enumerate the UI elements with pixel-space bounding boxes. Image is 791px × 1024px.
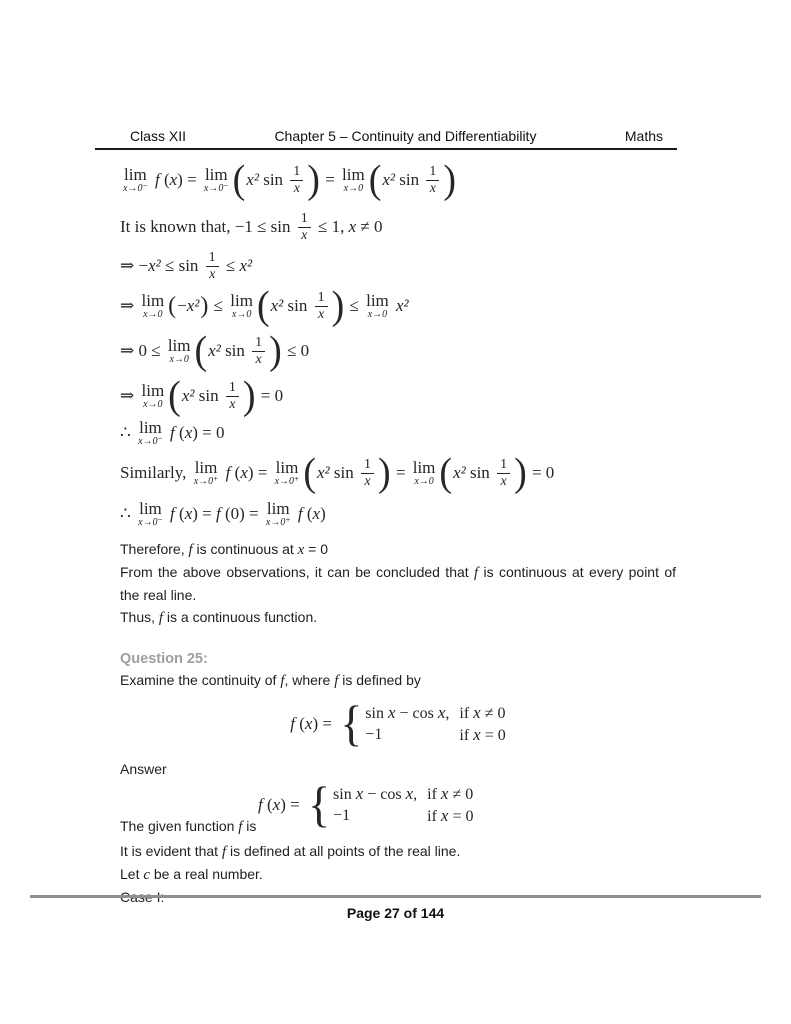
- math-token: sin: [465, 463, 495, 482]
- math-token: f: [170, 423, 175, 442]
- math-token: x: [298, 227, 311, 244]
- math-token: sin: [220, 341, 250, 360]
- math-token: 1: [500, 456, 508, 472]
- math-var: f: [158, 610, 164, 626]
- equation-limits-equal: [120, 498, 676, 530]
- math-token: x: [252, 351, 265, 368]
- math-token: (0) =: [220, 504, 263, 523]
- math-token: [226, 380, 239, 413]
- math-token: if x = 0: [427, 806, 474, 825]
- math-token: [141, 290, 165, 320]
- math-token: ): [331, 283, 345, 329]
- math-token: ∴: [120, 423, 136, 442]
- math-token: [265, 498, 291, 528]
- math-token: x²: [239, 256, 253, 275]
- math-token: {: [307, 776, 331, 832]
- math-token: {: [340, 695, 363, 751]
- math-token: (: [230, 463, 241, 482]
- math-token: x: [184, 504, 193, 523]
- math-token: if x ≠ 0: [459, 703, 506, 722]
- page-number: Page 27 of 144: [346, 905, 445, 921]
- math-token: [123, 164, 148, 194]
- paragraph-evident: It is evident that f is defined at all points of the real line.: [120, 843, 461, 860]
- math-token: ≠ 0: [356, 217, 383, 236]
- math-token: ≤: [209, 296, 228, 315]
- math-token: ): [443, 157, 457, 203]
- math-token: [138, 417, 163, 447]
- math-token: ⇒: [120, 296, 139, 315]
- math-token: ) =: [280, 795, 304, 814]
- math-token: (: [303, 450, 316, 496]
- math-token: ): [514, 450, 527, 496]
- math-token: x²: [181, 386, 195, 405]
- math-token: 1: [317, 289, 325, 305]
- equation-limit-inequality: [120, 284, 676, 328]
- equation-left-limit-zero: [120, 418, 676, 448]
- paragraph-observations: From the above observations, it can be concluded that f is continuous at every point of the real line.: [120, 564, 677, 603]
- math-token: sin: [329, 463, 358, 482]
- math-token: [426, 164, 439, 197]
- math-token: 1: [228, 379, 236, 395]
- question-heading: Question 25:: [120, 651, 208, 667]
- math-token: [342, 164, 365, 194]
- math-token: f: [225, 463, 231, 482]
- math-var: c: [143, 867, 150, 883]
- math-token: sin: [194, 386, 223, 405]
- math-token: x²: [396, 296, 409, 315]
- math-token: 1: [255, 334, 263, 350]
- math-token: (: [256, 283, 270, 329]
- math-token: sin: [258, 170, 288, 189]
- math-token: lim: [167, 335, 191, 355]
- math-token: (: [174, 423, 185, 442]
- math-token: [315, 290, 328, 323]
- math-token: x→0: [169, 353, 189, 365]
- math-token: (: [174, 504, 185, 523]
- math-token: Similarly,: [120, 463, 191, 482]
- math-token: x→0⁻: [123, 182, 148, 194]
- math-token: lim: [141, 290, 165, 310]
- question-prompt: Examine the continuity of f, where f is defined by: [120, 672, 421, 689]
- equation-piecewise-given: [258, 776, 474, 832]
- math-token: ): [307, 157, 320, 203]
- math-token: x: [169, 170, 178, 189]
- math-token: x→0⁻: [138, 435, 163, 447]
- math-token: x→0: [367, 308, 388, 320]
- math-token: ): [200, 293, 209, 319]
- math-var: x: [440, 806, 449, 825]
- equation-similarly-right-limit: [120, 448, 676, 498]
- math-token: ): [320, 504, 326, 523]
- math-var: f: [188, 542, 193, 558]
- math-token: ≤: [345, 296, 364, 315]
- given-function-text: The given function f is: [120, 818, 257, 835]
- math-token: x→0: [143, 308, 163, 320]
- math-token: ⇒: [120, 386, 139, 405]
- math-token: =: [320, 170, 340, 189]
- math-token: [252, 335, 265, 368]
- math-token: f: [297, 504, 303, 523]
- math-token: = 0: [256, 386, 284, 405]
- math-token: lim: [139, 417, 162, 437]
- header-subject-label: Maths: [624, 128, 663, 144]
- math-token: [203, 164, 229, 194]
- math-token: ⇒ 0 ≤: [120, 341, 165, 360]
- math-token: [340, 695, 506, 751]
- math-token: (: [168, 293, 177, 319]
- math-token: x: [426, 180, 439, 197]
- math-token: [138, 498, 163, 528]
- math-token: x→0: [343, 182, 364, 194]
- math-token: lim: [204, 164, 228, 184]
- math-token: [167, 335, 191, 365]
- math-token: (: [439, 450, 453, 496]
- page-content: [120, 148, 676, 908]
- math-token: [366, 290, 389, 320]
- math-token: x²: [186, 296, 200, 315]
- math-token: lim: [194, 457, 218, 477]
- given-function-row: [120, 776, 676, 840]
- math-token: x→0⁺: [193, 475, 219, 487]
- math-token: lim: [124, 164, 147, 184]
- math-token: x²: [382, 170, 396, 189]
- header-class-label: Class XII: [130, 128, 187, 144]
- math-token: x→0⁺: [274, 475, 300, 487]
- math-token: lim: [230, 290, 253, 310]
- math-token: 1: [293, 163, 301, 179]
- math-token: x: [348, 217, 357, 236]
- math-token: sin x − cos x,: [333, 784, 418, 803]
- math-token: lim: [139, 498, 162, 518]
- math-token: f: [216, 504, 221, 523]
- math-token: [497, 457, 510, 490]
- math-token: sin x − cos x,: [365, 703, 450, 722]
- paragraph-therefore: Therefore, f is continuous at x = 0: [120, 541, 329, 558]
- math-token: It is known that, −1 ≤ sin: [120, 217, 295, 236]
- math-var: f: [280, 673, 285, 689]
- math-var: x: [297, 542, 305, 558]
- equation-zero-bound: [120, 328, 676, 374]
- math-var: x: [437, 703, 446, 722]
- math-token: =: [391, 463, 410, 482]
- math-token: f: [290, 714, 295, 733]
- math-var: f: [221, 844, 227, 860]
- math-token: x: [497, 473, 510, 490]
- math-token: x: [206, 266, 219, 283]
- math-token: x→0: [143, 398, 163, 410]
- math-token: [412, 457, 436, 487]
- equation-left-limit: [120, 154, 676, 206]
- math-token: x²: [270, 296, 284, 315]
- math-token: x: [240, 463, 248, 482]
- math-token: −: [177, 296, 187, 315]
- math-var: f: [334, 673, 339, 689]
- math-token: lim: [412, 457, 436, 477]
- math-token: x→0⁺: [265, 516, 291, 528]
- math-token: [307, 776, 474, 832]
- math-token: = 0: [527, 463, 555, 482]
- math-token: lim: [266, 498, 290, 518]
- math-var: x: [405, 784, 414, 803]
- math-token: ): [242, 373, 256, 419]
- math-token: ∴: [120, 504, 136, 523]
- math-token: [206, 250, 219, 283]
- math-token: ≤: [221, 256, 240, 275]
- math-token: ⇒ −: [120, 256, 149, 275]
- math-token: ) = 0: [192, 423, 225, 442]
- math-var: x: [473, 725, 481, 744]
- math-var: x: [355, 784, 364, 803]
- math-token: (: [168, 373, 181, 419]
- math-token: lim: [342, 164, 365, 184]
- math-token: x: [226, 396, 239, 413]
- math-var: f: [474, 565, 479, 581]
- math-token: sin: [283, 296, 312, 315]
- math-token: ): [269, 328, 282, 374]
- math-var: x: [387, 703, 396, 722]
- math-token: x→0: [414, 475, 434, 487]
- math-var: x: [440, 784, 449, 803]
- math-token: lim: [366, 290, 389, 310]
- math-token: x→0⁻: [203, 182, 229, 194]
- math-token: x→0⁻: [138, 516, 163, 528]
- math-token: x: [272, 795, 281, 814]
- math-token: (: [232, 157, 246, 203]
- paragraph-case-1: Case I:: [120, 889, 165, 905]
- math-token: (: [262, 795, 273, 814]
- math-token: [290, 164, 303, 197]
- math-token: x: [290, 180, 303, 197]
- math-token: ≤ sin: [160, 256, 203, 275]
- math-token: sin: [395, 170, 424, 189]
- math-token: x: [304, 714, 313, 733]
- math-token: [365, 702, 505, 746]
- equation-piecewise-definition: [120, 695, 676, 751]
- math-token: f: [258, 795, 263, 814]
- equation-known-bound: [120, 206, 676, 248]
- paragraph-thus: Thus, f is a continuous function.: [120, 609, 318, 626]
- page-footer: [30, 895, 761, 921]
- math-token: (: [194, 328, 208, 374]
- paragraph-let-c: Let c be a real number.: [120, 866, 263, 883]
- math-token: −1: [365, 726, 383, 743]
- math-token: [193, 457, 219, 487]
- math-token: [333, 783, 473, 827]
- math-token: f: [170, 504, 175, 523]
- math-token: −1: [333, 807, 351, 824]
- math-token: ) =: [312, 714, 337, 733]
- math-token: x²: [148, 256, 161, 275]
- math-token: x²: [316, 463, 330, 482]
- header-chapter-title: Chapter 5 – Continuity and Differentiability: [274, 128, 537, 144]
- math-token: (: [159, 170, 170, 189]
- math-token: [361, 457, 374, 490]
- math-token: 1: [208, 249, 216, 265]
- math-token: 1: [429, 163, 437, 179]
- math-token: [230, 290, 253, 320]
- math-token: x: [312, 504, 321, 523]
- math-token: 1: [300, 210, 308, 226]
- math-token: ): [377, 450, 391, 496]
- math-token: ) =: [192, 504, 216, 523]
- math-token: x: [361, 473, 374, 490]
- math-var: f: [238, 819, 243, 835]
- math-token: x²: [208, 341, 221, 360]
- math-token: lim: [141, 380, 165, 400]
- math-token: [274, 457, 300, 487]
- math-token: x²: [453, 463, 466, 482]
- math-token: [298, 211, 311, 244]
- equation-squeeze-bound: [120, 248, 676, 284]
- math-var: x: [473, 703, 481, 722]
- math-token: x→0: [231, 308, 252, 320]
- math-token: ) =: [177, 170, 201, 189]
- math-token: x: [315, 306, 328, 323]
- equation-limit-zero: [120, 374, 676, 418]
- math-token: if x = 0: [459, 725, 506, 744]
- math-token: x²: [246, 170, 259, 189]
- math-token: if x ≠ 0: [427, 784, 474, 803]
- math-token: ≤ 1,: [313, 217, 349, 236]
- math-token: x: [184, 423, 193, 442]
- math-token: (: [294, 714, 305, 733]
- math-token: (: [368, 157, 382, 203]
- math-token: f: [154, 170, 160, 189]
- math-token: ) =: [247, 463, 272, 482]
- answer-label: Answer: [120, 761, 167, 777]
- math-token: (: [302, 504, 313, 523]
- math-token: 1: [363, 456, 371, 472]
- math-token: lim: [275, 457, 299, 477]
- math-token: [141, 380, 165, 410]
- math-token: ≤ 0: [282, 341, 310, 360]
- page-header: [95, 128, 677, 150]
